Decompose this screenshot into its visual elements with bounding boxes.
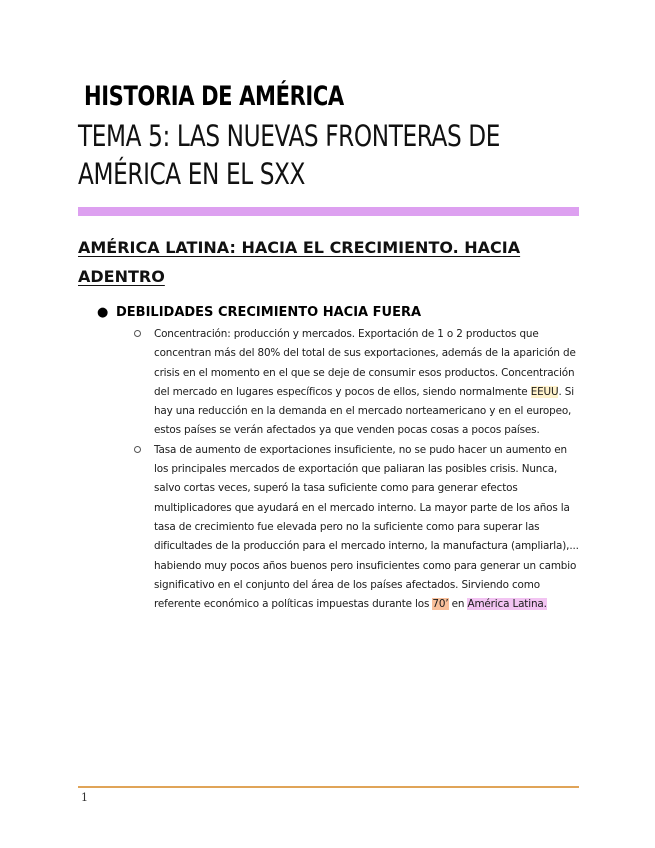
circle-bullet-icon: [134, 446, 141, 453]
document-subtitle: TEMA 5: LAS NUEVAS FRONTERAS DE AMÉRICA EN EL SXX: [78, 119, 501, 191]
list-item-text: [154, 441, 584, 615]
circle-bullet-icon: [134, 330, 141, 337]
text-run: en: [448, 598, 468, 611]
document-title: HISTORIA DE AMÉRICA: [84, 81, 344, 112]
section-heading: AMÉRICA LATINA: HACIA EL CRECIMIENTO. HACIA ADENTRO: [78, 238, 521, 286]
footer-divider: [78, 786, 579, 788]
bullet-dot-icon: ●: [97, 305, 109, 320]
bullet-heading-text: DEBILIDADES CRECIMIENTO HACIA FUERA: [116, 305, 422, 320]
highlighted-text: EEUU: [530, 385, 559, 398]
list-item-text: [154, 325, 584, 441]
text-run: . Si hay una reducción en la demanda en el mercado norteamericano y en el europeo, estos países se verán afectados ya que venden pocas cosas a pocos países.: [154, 385, 574, 437]
list-item: [134, 325, 584, 441]
page-number: 1: [81, 791, 88, 804]
bullet-heading: [97, 304, 421, 322]
text-run: Concentración: producción y mercados. Exportación de 1 o 2 productos que concentran más del 80% del total de sus exportaciones, además de la aparición de crisis en el momento en el que se deje de consumir esos productos. Concentración del mercado en lugares específicos y pocos de ellos, siendo normalmente: [154, 328, 576, 398]
highlighted-text: América Latina.: [467, 598, 547, 611]
text-run: Tasa de aumento de exportaciones insuficiente, no se pudo hacer un aumento en los principales mercados de exportación que paliaran las posibles crisis. Nunca, salvo cortas veces, superó la tasa suficiente como para generar efectos multiplicadores que ayudará en el mercado interno. La mayor parte de los años la tasa de crecimiento fue elevada pero no la suficiente como para superar las dificultades de la producción para el mercado interno, la manufactura (ampliarla),... habiendo muy pocos años buenos pero insuficientes como para generar un cambio significativo en el conjunto del área de los países afectados. Sirviendo como referente económico a políticas impuestas durante los: [154, 443, 579, 611]
highlighted-text: 70’: [432, 598, 449, 611]
sub-bullet-list: [134, 325, 584, 614]
accent-divider: [78, 207, 579, 216]
list-item: [134, 441, 584, 615]
